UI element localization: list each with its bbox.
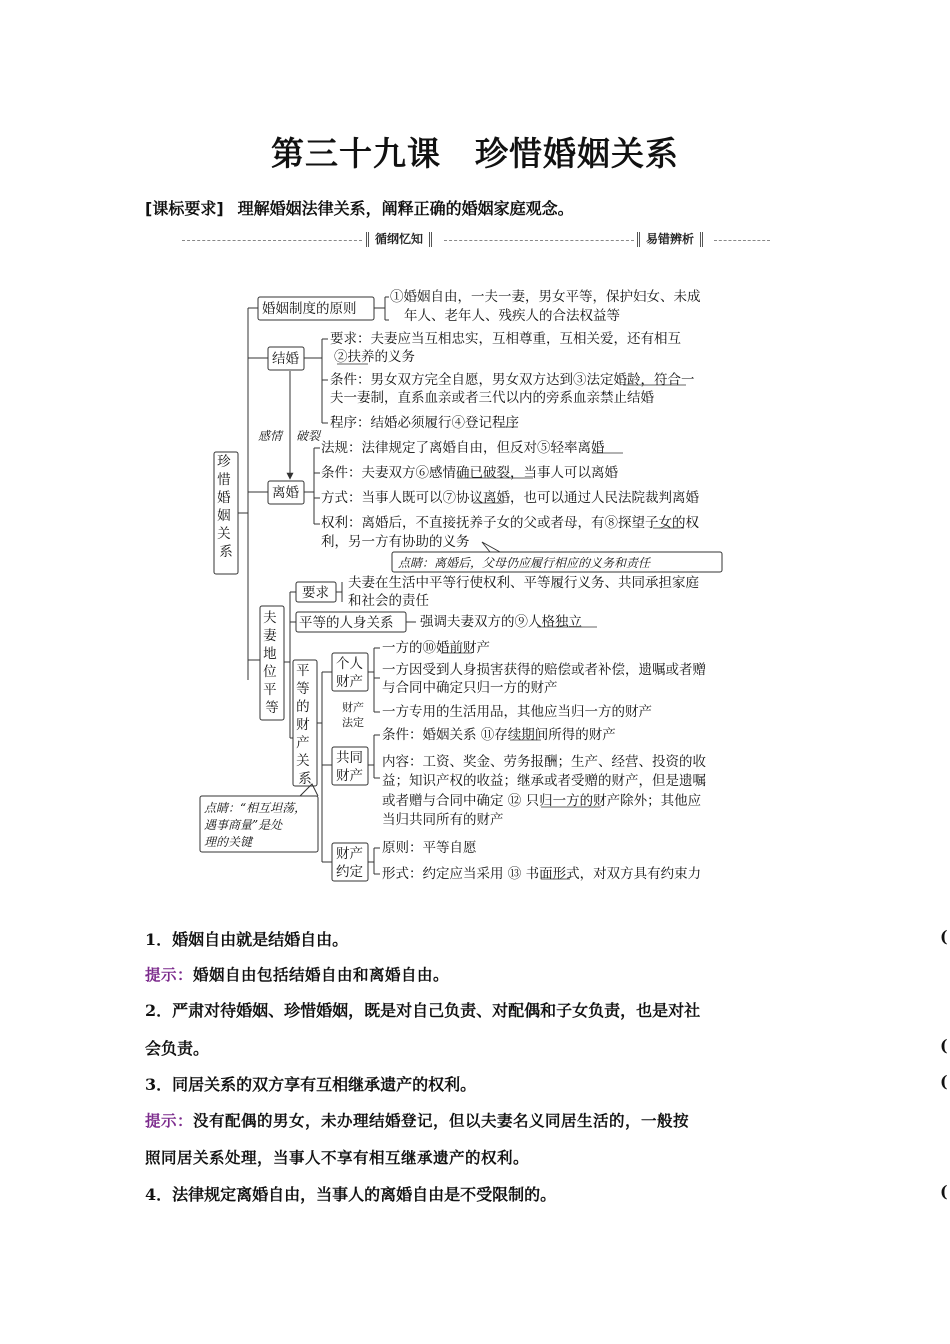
principle-line-2: 年人、老年人、残疾人的合法权益等	[404, 308, 620, 324]
root-char: 系	[219, 544, 233, 560]
marriage-requirement-2: ②扶养的义务	[334, 349, 415, 365]
agreement-principle: 原则：平等自愿	[382, 840, 477, 856]
legal-label-2: 法定	[342, 716, 364, 729]
marriage-procedure: 程序：结婚必须履行④登记程序	[330, 415, 519, 431]
root-label	[217, 454, 235, 560]
common-content-2: 益；知识产权的收益；继承或者受赠的财产，但是遗嘱	[382, 773, 706, 789]
equal-char: 妻	[263, 628, 277, 644]
common-content-3: 或者赠与合同中确定 ⑫ 只归一方的财产除外；其他应	[382, 793, 702, 809]
marriage-label: 结婚	[272, 351, 299, 367]
common-label-1: 共同	[336, 750, 363, 766]
arrow-label-feelings: 感情	[258, 429, 283, 443]
equal-char: 地	[263, 646, 277, 662]
tip-1	[145, 963, 449, 985]
property-char: 关	[296, 753, 310, 769]
title-lesson: 第三十九课	[271, 134, 441, 173]
equal-req-1: 夫妻在生活中平等行使权利、平等履行义务、共同承担家庭	[348, 575, 699, 591]
marriage-condition-1: 条件：男女双方完全自愿，男女双方达到③法定婚龄，符合一	[330, 372, 695, 388]
root-char: 关	[217, 526, 231, 542]
divorce-right-2: 利，另一方有协助的义务	[321, 534, 470, 550]
property-char: 财	[296, 717, 310, 733]
equal-char: 位	[263, 664, 277, 680]
property-char: 系	[298, 771, 312, 787]
requirement-tag: [课标要求]	[145, 199, 224, 218]
person-text: 强调夫妻双方的⑨人格独立	[420, 614, 582, 630]
answer-paren-1: (	[940, 927, 948, 946]
root-char: 姻	[217, 508, 231, 524]
tip-label: 提示：	[145, 966, 194, 984]
question-2: 2．严肃对待婚姻、珍惜婚姻，既是对自己负责、对配偶和子女负责，也是对社	[145, 1001, 701, 1020]
equal-char: 平	[263, 682, 277, 698]
tip-2-cont: 照同居关系处理，当事人不享有相互继承遗产的权利。	[145, 1148, 530, 1167]
tip-text: 婚姻自由包括结婚自由和离婚自由。	[193, 965, 450, 984]
common-content-1: 内容：工资、奖金、劳务报酬；生产、经营、投资的收	[382, 754, 706, 770]
principle-label: 婚姻制度的原则	[262, 301, 357, 317]
personal-label-1: 个人	[336, 656, 363, 672]
question-2-cont: 会负责。	[145, 1039, 210, 1058]
answer-paren-4: (	[940, 1182, 948, 1201]
personal-3: 一方专用的生活用品，其他应当归一方的财产	[382, 704, 652, 720]
divorce-label: 离婚	[272, 485, 299, 501]
common-label-2: 财产	[336, 768, 363, 784]
question-3: 3．同居关系的双方享有互相继承遗产的权利。	[145, 1075, 477, 1094]
divorce-way: 方式：当事人既可以⑦协议离婚，也可以通过人民法院裁判离婚	[321, 490, 699, 506]
agreement-label-2: 约定	[336, 864, 363, 880]
divorce-condition: 条件：夫妻双方⑥感情确已破裂，当事人可以离婚	[321, 465, 618, 481]
divorce-law: 法规：法律规定了离婚自由，但反对⑤轻率离婚	[321, 440, 605, 456]
equal-note-1: 点睛：“相互坦荡，	[204, 801, 307, 815]
title-topic: 珍惜婚姻关系	[475, 134, 679, 173]
personal-label-2: 财产	[336, 674, 363, 690]
property-label	[296, 663, 314, 787]
arrow-label-broken: 破裂	[296, 429, 321, 443]
divorce-right-1: 权利：离婚后，不直接抚养子女的父或者母，有⑧探望子女的权	[321, 515, 699, 531]
marriage-requirement-1: 要求：夫妻应当互相忠实，互相尊重，互相关爱，还有相互	[330, 331, 681, 347]
equal-char: 等	[265, 700, 279, 716]
marriage-condition-2: 夫一妻制，直系血亲或者三代以内的旁系血亲禁止结婚	[330, 390, 654, 406]
tip-2	[145, 1109, 689, 1131]
property-char: 的	[296, 699, 310, 715]
answer-paren-3: (	[940, 1072, 948, 1091]
property-char: 产	[296, 735, 310, 751]
root-char: 珍	[217, 454, 231, 470]
question-1: 1．婚姻自由就是结婚自由。	[145, 930, 349, 949]
legal-label-1: 财产	[342, 701, 364, 714]
common-content-4: 当归共同所有的财产	[382, 812, 504, 828]
root-char: 惜	[217, 472, 231, 488]
agreement-label-1: 财产	[336, 846, 363, 862]
equal-note-3: 理的关键	[204, 835, 253, 849]
question-4: 4．法律规定离婚自由，当事人的离婚自由是不受限制的。	[145, 1185, 557, 1204]
equal-req-label: 要求	[302, 585, 329, 601]
root-char: 婚	[217, 490, 231, 506]
banner-label-errors: 易错辨析	[637, 232, 703, 247]
equal-note-2: 遇事商量”是处	[204, 818, 283, 832]
tip-text: 没有配偶的男女，未办理结婚登记，但以夫妻名义同居生活的，一般按	[193, 1111, 690, 1130]
answer-paren-2: (	[940, 1036, 948, 1055]
common-condition: 条件：婚姻关系 ⑪存续期间所得的财产	[382, 727, 616, 743]
principle-line-1: ①婚姻自由，一夫一妻，男女平等，保护妇女、未成	[390, 289, 701, 305]
personal-1: 一方的⑩婚前财产	[382, 640, 490, 656]
equal-label	[263, 610, 281, 716]
personal-2b: 与合同中确定只归一方的财产	[382, 680, 558, 696]
personal-2a: 一方因受到人身损害获得的赔偿或者补偿，遗嘱或者赠	[382, 662, 706, 678]
person-label: 平等的人身关系	[299, 615, 394, 631]
banner-label-review: 循纲忆知	[366, 232, 432, 247]
property-char: 等	[296, 681, 310, 697]
divorce-note: 点睛：离婚后，父母仍应履行相应的义务和责任	[398, 556, 651, 570]
requirement-text: 理解婚姻法律关系，阐释正确的婚姻家庭观念。	[237, 199, 574, 218]
equal-req-2: 和社会的责任	[348, 593, 429, 609]
equal-char: 夫	[263, 610, 277, 626]
property-char: 平	[296, 663, 310, 679]
tip-label: 提示：	[145, 1112, 194, 1130]
agreement-form: 形式：约定应当采用 ⑬ 书面形式，对双方具有约束力	[382, 866, 702, 882]
